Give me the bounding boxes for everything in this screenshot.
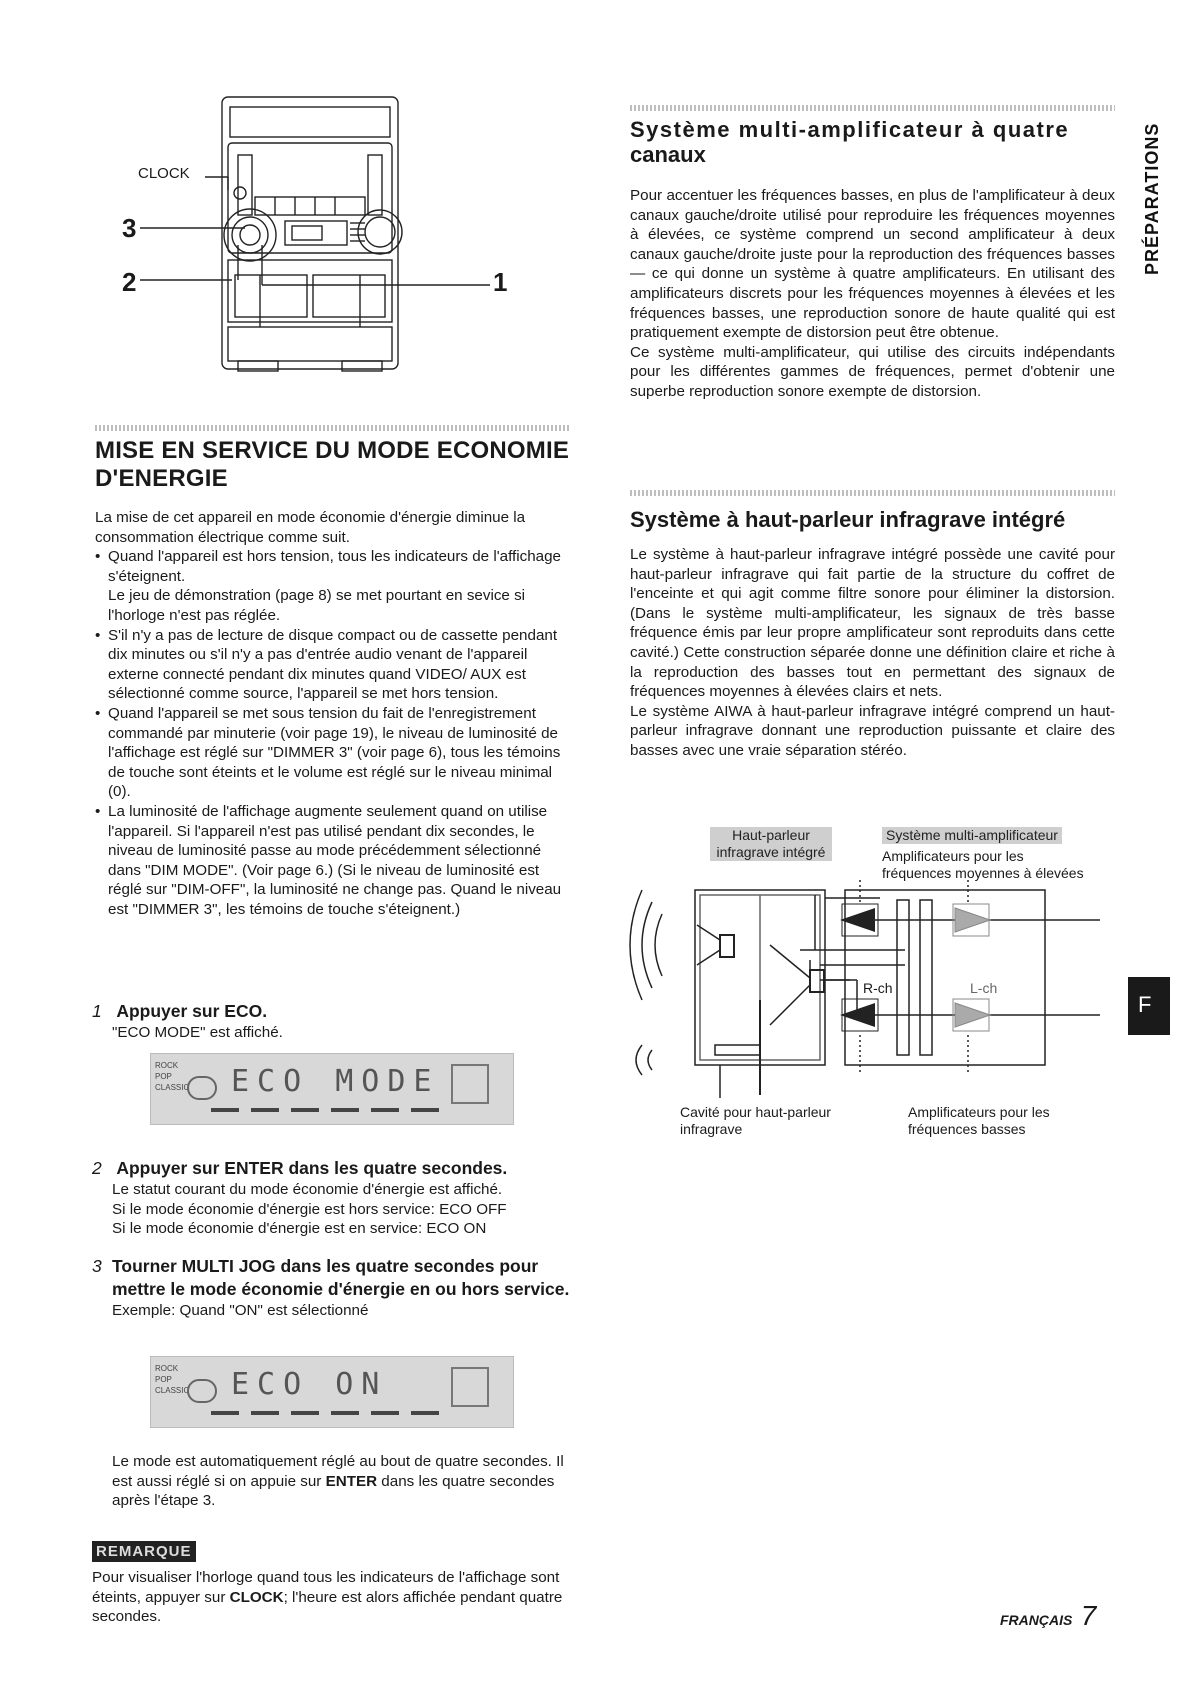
footer-language: FRANÇAIS [1000,1612,1073,1628]
callout-2: 2 [122,267,137,297]
step-2: 2 Appuyer sur ENTER dans les quatre secondes. Le statut courant du mode économie d'énergie est affiché. Si le mode économie d'énergie est hors service: ECO OFF Si le mode économie d'énergie est en service: ECO ON [92,1158,508,1238]
section-divider [630,105,1115,111]
label-lch: L-ch [970,980,998,996]
lcd-eq-icon [187,1379,217,1403]
page-number: 7 [1080,1600,1097,1631]
remarque-text: Pour visualiser l'horloge quand tous les indicateurs de l'affichage sont éteints, appuyer sur CLOCK; l'heure est alors affichée pendant quatre secondes. [92,1569,563,1626]
section-divider [95,425,570,431]
lcd-eq-icon [187,1076,217,1100]
subwoofer-text: Le système à haut-parleur infragrave intégré possède une cavité pour haut-parleur infragrave qui fait partie de la structure du coffret de l'enceinte et qui agit comme filtre sonore pour éliminer la distorsion. (Dans le système multi-amplificateur, les signaux de très basse fréquence émis par leur propre amplificateur sont reproduits dans cette cavité.) Cette construction séparée donne une définition claire et riche à la reproduction des basses tout en permettant des signaux de fréquences moyennes à élevées clairs et nets. Le système AIWA à haut-parleur infragrave intégré comprend un haut-parleur infragrave donnant une reproduction puissante et claire des basses avec une vraie séparation stéréo. [630,546,1115,759]
lcd-display-eco-mode: ROCK POP CLASSIC ECO MODE [150,1053,514,1125]
label-amp-high: Amplificateurs pour les fréquences moyennes à élevées [882,848,1084,881]
callout-1: 1 [493,267,508,297]
multi-amp-title: Système multi-amplificateur à quatre canaux [630,117,1070,167]
subwoofer-title: Système à haut-parleur infragrave intégré [630,507,1066,532]
lcd-text: ECO ON [231,1367,388,1402]
eco-section-title: MISE EN SERVICE DU MODE ECONOMIE D'ENERGIE [95,437,570,492]
lcd-text: ECO MODE [231,1064,440,1099]
label-cavity: Cavité pour haut-parleur infragrave [680,1104,831,1137]
eco-bullet-3: • Quand l'appareil se met sous tension du fait de l'enregistrement commandé par minuterie (voir page 19), le niveau de luminosité de l'affichage est réglé sur "DIMMER 3" (voir page 6), tous les témoins de touche sont éteints et le volume est réglé sur le niveau minimal (0). [95,704,575,802]
label-system: Système multi-amplificateur [882,827,1062,844]
step-1: 1 Appuyer sur ECO. "ECO MODE" est affiché. [92,1001,283,1041]
subwoofer-diagram [620,820,1120,1160]
label-amp-low: Amplificateurs pour les fréquences basses [908,1104,1050,1137]
eco-bullet-2: • S'il n'y a pas de lecture de disque compact ou de cassette pendant dix minutes ou s'il n'y a pas d'entrée audio venant de l'appareil externe connecté pendant dix minutes quand VIDEO/ AUX est sélectionné comme source, l'appareil se met hors tension. [95,626,575,704]
label-speaker: Haut-parleur infragrave intégré [710,827,832,861]
step-3: 3 Tourner MULTI JOG dans les quatre secondes pour mettre le mode économie d'énergie en ou hors service. Exemple: Quand "ON" est sélectionné [92,1256,570,1319]
eco-bullet-4: • La luminosité de l'affichage augmente seulement quand on utilise l'appareil. Si l'appareil n'est pas utilisé pendant dix secondes, le niveau de luminosité passe au mode précédemment sélectionné dans "DIM MODE". (Voir page 6.) (Si le niveau de luminosité est réglé sur "DIM-OFF", la luminosité ne change pas. Quand le niveau est "DIMMER 3", les témoins de touche s'éteignent.) [95,802,575,920]
eco-intro-block [95,508,575,919]
lcd-display-eco-on: ROCK POP CLASSIC ECO ON [150,1356,514,1428]
section-divider [630,490,1115,496]
eco-closing: Le mode est automatiquement réglé au bout de quatre secondes. Il est aussi réglé si on appuie sur ENTER dans les quatre secondes après l'étape 3. [112,1453,564,1510]
device-figure [110,95,580,400]
page-footer [1000,1600,1096,1632]
side-tab-f: F [1128,977,1170,1035]
multi-amp-text: Pour accentuer les fréquences basses, en plus de l'amplificateur à deux canaux gauche/droite utilisé pour reproduire les fréquences moyennes à élevées, ce système comprend un second amplificateur à deux canaux gauche/droite juste pour la reproduction des fréquences basses — ce qui donne un système à quatre amplificateurs. En utilisant des amplificateurs discrets pour les fréquences moyennes à élevées et les fréquences basses, une reproduction sonore de haute qualité qui est pratiquement exempte de distorsion peut être obtenue. Ce système multi-amplificateur, qui utilise des circuits indépendants pour les différentes gammes de fréquences, permet d'obtenir une superbe reproduction sonore exempte de distorsion. [630,187,1115,400]
callout-3: 3 [122,213,137,243]
eco-intro: La mise de cet appareil en mode économie d'énergie diminue la consommation électrique comme suit. [95,509,526,546]
side-tab-preparations: PRÉPARATIONS [1142,122,1162,275]
remarque-label: REMARQUE [92,1541,196,1562]
eco-bullet-1: • Quand l'appareil est hors tension, tous les indicateurs de l'affichage s'éteignent. Le jeu de démonstration (page 8) se met pourtant en sevice si l'horloge n'est pas réglée. [95,547,575,625]
label-rch: R-ch [863,980,893,996]
clock-callout: CLOCK [138,165,190,182]
